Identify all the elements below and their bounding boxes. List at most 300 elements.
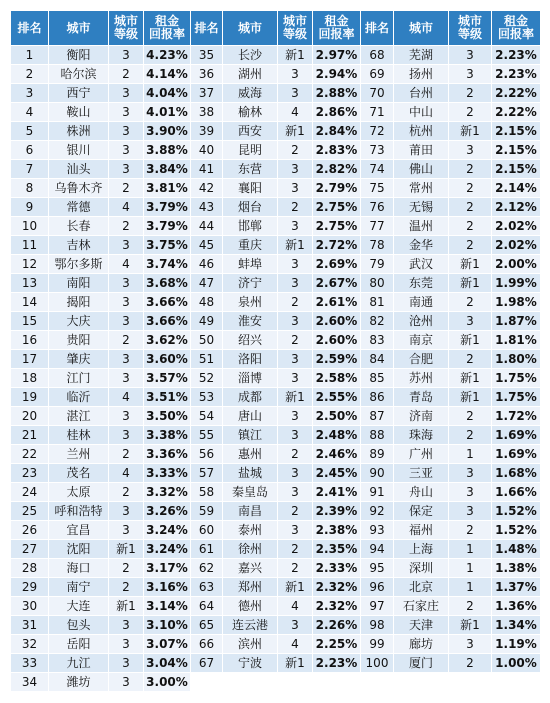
rank-cell: 82 — [361, 312, 394, 331]
yield-cell: 3.51% — [144, 388, 191, 407]
rank-cell: 91 — [361, 483, 394, 502]
rank-cell: 86 — [361, 388, 394, 407]
tier-cell: 2 — [449, 350, 492, 369]
rank-cell: 7 — [11, 160, 49, 179]
city-cell: 中山 — [394, 103, 449, 122]
yield-cell: 2.22% — [492, 84, 541, 103]
rank-cell: 74 — [361, 160, 394, 179]
city-cell: 南京 — [394, 331, 449, 350]
yield-cell: 3.07% — [144, 635, 191, 654]
tier-cell: 3 — [278, 217, 313, 236]
city-cell: 秦皇岛 — [223, 483, 278, 502]
rank-cell: 21 — [11, 426, 49, 445]
yield-cell: 3.60% — [144, 350, 191, 369]
yield-cell: 1.66% — [492, 483, 541, 502]
rank-cell: 55 — [191, 426, 223, 445]
yield-cell: 3.57% — [144, 369, 191, 388]
table-row — [11, 293, 541, 312]
yield-cell: 2.23% — [313, 654, 361, 673]
city-cell: 无锡 — [394, 198, 449, 217]
yield-cell: 1.36% — [492, 597, 541, 616]
tier-cell: 新1 — [278, 388, 313, 407]
rank-cell: 1 — [11, 46, 49, 65]
city-cell: 南宁 — [49, 578, 109, 597]
yield-cell: 3.14% — [144, 597, 191, 616]
city-cell: 苏州 — [394, 369, 449, 388]
table-row — [11, 255, 541, 274]
table-row — [11, 616, 541, 635]
rank-cell: 60 — [191, 521, 223, 540]
table-row — [11, 103, 541, 122]
tier-cell: 3 — [278, 312, 313, 331]
tier-cell: 新1 — [449, 388, 492, 407]
city-cell: 厦门 — [394, 654, 449, 673]
rank-cell: 15 — [11, 312, 49, 331]
yield-cell: 2.35% — [313, 540, 361, 559]
table-row — [11, 559, 541, 578]
city-cell: 南阳 — [49, 274, 109, 293]
tier-cell: 2 — [278, 445, 313, 464]
tier-cell: 4 — [278, 103, 313, 122]
tier-cell: 2 — [109, 559, 144, 578]
city-cell: 芜湖 — [394, 46, 449, 65]
city-cell: 天津 — [394, 616, 449, 635]
yield-cell: 3.26% — [144, 502, 191, 521]
city-cell: 乌鲁木齐 — [49, 179, 109, 198]
city-cell: 临沂 — [49, 388, 109, 407]
rank-cell: 56 — [191, 445, 223, 464]
tier-cell: 3 — [109, 502, 144, 521]
rank-cell: 51 — [191, 350, 223, 369]
tier-cell: 2 — [449, 179, 492, 198]
table-row — [11, 426, 541, 445]
table-row — [11, 388, 541, 407]
city-cell: 桂林 — [49, 426, 109, 445]
table-row — [11, 217, 541, 236]
rank-cell: 2 — [11, 65, 49, 84]
city-cell: 深圳 — [394, 559, 449, 578]
table-row — [11, 521, 541, 540]
tier-cell: 3 — [278, 407, 313, 426]
yield-cell: 3.24% — [144, 540, 191, 559]
rank-cell: 49 — [191, 312, 223, 331]
tier-cell: 新1 — [109, 597, 144, 616]
city-cell: 济宁 — [223, 274, 278, 293]
city-cell: 上海 — [394, 540, 449, 559]
rank-cell: 24 — [11, 483, 49, 502]
tier-cell: 新1 — [449, 369, 492, 388]
city-cell: 温州 — [394, 217, 449, 236]
yield-cell: 1.72% — [492, 407, 541, 426]
tier-cell: 3 — [109, 521, 144, 540]
rank-cell: 80 — [361, 274, 394, 293]
city-cell: 鄂尔多斯 — [49, 255, 109, 274]
yield-cell: 1.68% — [492, 464, 541, 483]
rank-cell: 42 — [191, 179, 223, 198]
rank-cell: 27 — [11, 540, 49, 559]
city-cell: 岳阳 — [49, 635, 109, 654]
tier-cell: 2 — [109, 179, 144, 198]
city-cell: 惠州 — [223, 445, 278, 464]
city-cell: 金华 — [394, 236, 449, 255]
city-cell: 唐山 — [223, 407, 278, 426]
city-cell: 长沙 — [223, 46, 278, 65]
rank-cell: 45 — [191, 236, 223, 255]
rank-cell: 39 — [191, 122, 223, 141]
tier-cell: 2 — [278, 540, 313, 559]
yield-cell: 2.32% — [313, 597, 361, 616]
rental-yield-table — [10, 10, 541, 692]
yield-cell: 3.10% — [144, 616, 191, 635]
yield-cell: 1.75% — [492, 369, 541, 388]
yield-cell: 1.52% — [492, 502, 541, 521]
rank-cell: 9 — [11, 198, 49, 217]
city-cell: 湛江 — [49, 407, 109, 426]
tier-cell: 2 — [278, 141, 313, 160]
tier-cell: 1 — [449, 445, 492, 464]
city-cell: 常德 — [49, 198, 109, 217]
yield-cell: 1.52% — [492, 521, 541, 540]
city-cell: 泉州 — [223, 293, 278, 312]
city-cell: 滨州 — [223, 635, 278, 654]
yield-cell: 1.00% — [492, 654, 541, 673]
city-cell: 扬州 — [394, 65, 449, 84]
tier-cell: 2 — [449, 654, 492, 673]
rank-cell: 38 — [191, 103, 223, 122]
tier-cell: 3 — [449, 635, 492, 654]
city-cell: 九江 — [49, 654, 109, 673]
tier-cell: 2 — [449, 597, 492, 616]
table-row — [11, 122, 541, 141]
tier-cell: 4 — [109, 464, 144, 483]
rank-cell: 70 — [361, 84, 394, 103]
rank-cell: 73 — [361, 141, 394, 160]
yield-cell: 4.14% — [144, 65, 191, 84]
table-header — [11, 11, 541, 46]
yield-cell: 3.75% — [144, 236, 191, 255]
empty-cell — [449, 673, 492, 692]
city-cell: 舟山 — [394, 483, 449, 502]
city-cell: 太原 — [49, 483, 109, 502]
city-cell: 东营 — [223, 160, 278, 179]
rank-cell: 69 — [361, 65, 394, 84]
tier-cell: 3 — [109, 407, 144, 426]
table-row — [11, 65, 541, 84]
yield-cell: 2.50% — [313, 407, 361, 426]
tier-cell: 3 — [109, 84, 144, 103]
yield-cell: 2.15% — [492, 122, 541, 141]
yield-cell: 2.46% — [313, 445, 361, 464]
yield-cell: 2.60% — [313, 331, 361, 350]
rank-cell: 63 — [191, 578, 223, 597]
tier-cell: 3 — [278, 255, 313, 274]
table-row — [11, 160, 541, 179]
rank-cell: 31 — [11, 616, 49, 635]
table-row — [11, 198, 541, 217]
rank-cell: 92 — [361, 502, 394, 521]
tier-cell: 2 — [278, 293, 313, 312]
tier-cell: 3 — [278, 160, 313, 179]
tier-cell: 4 — [278, 635, 313, 654]
rank-cell: 48 — [191, 293, 223, 312]
rank-cell: 10 — [11, 217, 49, 236]
city-cell: 嘉兴 — [223, 559, 278, 578]
table-row — [11, 274, 541, 293]
table-row — [11, 673, 541, 692]
tier-cell: 2 — [109, 578, 144, 597]
yield-cell: 2.75% — [313, 217, 361, 236]
city-cell: 肇庆 — [49, 350, 109, 369]
rank-cell: 71 — [361, 103, 394, 122]
rank-cell: 32 — [11, 635, 49, 654]
tier-cell: 1 — [449, 540, 492, 559]
city-cell: 西安 — [223, 122, 278, 141]
tier-cell: 3 — [109, 635, 144, 654]
rank-cell: 83 — [361, 331, 394, 350]
yield-cell: 2.75% — [313, 198, 361, 217]
yield-cell: 2.32% — [313, 578, 361, 597]
table-row — [11, 179, 541, 198]
city-cell: 台州 — [394, 84, 449, 103]
rank-cell: 13 — [11, 274, 49, 293]
city-cell: 杭州 — [394, 122, 449, 141]
yield-cell: 2.82% — [313, 160, 361, 179]
tier-cell: 3 — [278, 65, 313, 84]
yield-cell: 3.68% — [144, 274, 191, 293]
city-cell: 昆明 — [223, 141, 278, 160]
rank-cell: 62 — [191, 559, 223, 578]
yield-cell: 2.15% — [492, 141, 541, 160]
tier-cell: 2 — [109, 217, 144, 236]
rank-cell: 94 — [361, 540, 394, 559]
city-cell: 兰州 — [49, 445, 109, 464]
yield-cell: 1.87% — [492, 312, 541, 331]
rank-cell: 95 — [361, 559, 394, 578]
yield-cell: 1.75% — [492, 388, 541, 407]
city-cell: 重庆 — [223, 236, 278, 255]
table-row — [11, 331, 541, 350]
table-row — [11, 369, 541, 388]
yield-cell: 1.99% — [492, 274, 541, 293]
city-cell: 衡阳 — [49, 46, 109, 65]
rank-cell: 50 — [191, 331, 223, 350]
yield-cell: 2.69% — [313, 255, 361, 274]
yield-cell: 2.02% — [492, 217, 541, 236]
rank-header: 排名 — [11, 11, 49, 46]
rank-cell: 57 — [191, 464, 223, 483]
tier-cell: 新1 — [278, 236, 313, 255]
city-cell: 宜昌 — [49, 521, 109, 540]
rank-cell: 97 — [361, 597, 394, 616]
yield-cell: 2.83% — [313, 141, 361, 160]
rank-cell: 67 — [191, 654, 223, 673]
rank-cell: 28 — [11, 559, 49, 578]
yield-cell: 2.12% — [492, 198, 541, 217]
city-cell: 襄阳 — [223, 179, 278, 198]
tier-cell: 2 — [278, 331, 313, 350]
yield-cell: 3.79% — [144, 198, 191, 217]
tier-cell: 3 — [278, 426, 313, 445]
city-cell: 江门 — [49, 369, 109, 388]
tier-cell: 3 — [449, 46, 492, 65]
city-cell: 潍坊 — [49, 673, 109, 692]
yield-cell: 2.23% — [492, 65, 541, 84]
city-cell: 宁波 — [223, 654, 278, 673]
table-row — [11, 635, 541, 654]
rank-cell: 84 — [361, 350, 394, 369]
yield-cell: 2.02% — [492, 236, 541, 255]
yield-cell: 4.04% — [144, 84, 191, 103]
tier-cell: 3 — [278, 179, 313, 198]
city-cell: 珠海 — [394, 426, 449, 445]
tier-cell: 2 — [449, 236, 492, 255]
city-cell: 青岛 — [394, 388, 449, 407]
rank-cell: 96 — [361, 578, 394, 597]
rank-header: 排名 — [361, 11, 394, 46]
city-cell: 哈尔滨 — [49, 65, 109, 84]
tier-cell: 3 — [278, 350, 313, 369]
yield-cell: 3.62% — [144, 331, 191, 350]
yield-cell: 2.94% — [313, 65, 361, 84]
city-header: 城市 — [49, 11, 109, 46]
rank-cell: 88 — [361, 426, 394, 445]
tier-cell: 3 — [449, 312, 492, 331]
table-row — [11, 312, 541, 331]
tier-cell: 3 — [109, 141, 144, 160]
tier-cell: 3 — [449, 65, 492, 84]
rank-cell: 16 — [11, 331, 49, 350]
tier-cell: 2 — [278, 502, 313, 521]
tier-cell: 3 — [449, 141, 492, 160]
tier-cell: 3 — [109, 654, 144, 673]
yield-header: 租金 回报率 — [313, 11, 361, 46]
rank-cell: 35 — [191, 46, 223, 65]
yield-cell: 2.23% — [492, 46, 541, 65]
rank-cell: 3 — [11, 84, 49, 103]
city-cell: 沈阳 — [49, 540, 109, 559]
rank-header: 排名 — [191, 11, 223, 46]
yield-cell: 2.88% — [313, 84, 361, 103]
rank-cell: 41 — [191, 160, 223, 179]
city-cell: 茂名 — [49, 464, 109, 483]
yield-cell: 2.67% — [313, 274, 361, 293]
yield-cell: 3.90% — [144, 122, 191, 141]
yield-cell: 2.79% — [313, 179, 361, 198]
city-cell: 泰州 — [223, 521, 278, 540]
city-cell: 银川 — [49, 141, 109, 160]
empty-cell — [394, 673, 449, 692]
rank-cell: 99 — [361, 635, 394, 654]
yield-cell: 2.14% — [492, 179, 541, 198]
city-cell: 洛阳 — [223, 350, 278, 369]
yield-cell: 2.97% — [313, 46, 361, 65]
tier-cell: 2 — [109, 483, 144, 502]
table-row — [11, 464, 541, 483]
rank-cell: 20 — [11, 407, 49, 426]
tier-cell: 2 — [449, 407, 492, 426]
yield-cell: 2.84% — [313, 122, 361, 141]
yield-cell: 3.38% — [144, 426, 191, 445]
rank-cell: 59 — [191, 502, 223, 521]
yield-cell: 3.88% — [144, 141, 191, 160]
rank-cell: 43 — [191, 198, 223, 217]
city-cell: 吉林 — [49, 236, 109, 255]
rank-cell: 30 — [11, 597, 49, 616]
tier-cell: 1 — [449, 559, 492, 578]
city-cell: 呼和浩特 — [49, 502, 109, 521]
rank-cell: 54 — [191, 407, 223, 426]
table-row — [11, 654, 541, 673]
tier-cell: 新1 — [449, 255, 492, 274]
tier-cell: 新1 — [449, 274, 492, 293]
city-cell: 海口 — [49, 559, 109, 578]
yield-cell: 2.15% — [492, 160, 541, 179]
tier-cell: 4 — [109, 255, 144, 274]
city-cell: 福州 — [394, 521, 449, 540]
rank-cell: 44 — [191, 217, 223, 236]
yield-cell: 3.36% — [144, 445, 191, 464]
city-cell: 莆田 — [394, 141, 449, 160]
yield-cell: 2.00% — [492, 255, 541, 274]
yield-cell: 3.50% — [144, 407, 191, 426]
rank-cell: 29 — [11, 578, 49, 597]
tier-cell: 新1 — [278, 46, 313, 65]
rank-cell: 58 — [191, 483, 223, 502]
tier-cell: 3 — [449, 464, 492, 483]
rank-cell: 85 — [361, 369, 394, 388]
city-cell: 盐城 — [223, 464, 278, 483]
yield-cell: 1.19% — [492, 635, 541, 654]
rank-cell: 72 — [361, 122, 394, 141]
rank-cell: 37 — [191, 84, 223, 103]
table-row — [11, 445, 541, 464]
yield-cell: 2.25% — [313, 635, 361, 654]
tier-cell: 2 — [109, 445, 144, 464]
tier-cell: 2 — [449, 426, 492, 445]
rank-cell: 36 — [191, 65, 223, 84]
tier-cell: 1 — [449, 578, 492, 597]
yield-cell: 2.48% — [313, 426, 361, 445]
tier-cell: 3 — [278, 616, 313, 635]
yield-cell: 3.24% — [144, 521, 191, 540]
rank-cell: 5 — [11, 122, 49, 141]
city-cell: 长春 — [49, 217, 109, 236]
rank-cell: 40 — [191, 141, 223, 160]
city-header: 城市 — [394, 11, 449, 46]
tier-cell: 3 — [109, 274, 144, 293]
tier-cell: 3 — [278, 369, 313, 388]
table-body — [11, 46, 541, 692]
city-cell: 石家庄 — [394, 597, 449, 616]
tier-cell: 3 — [109, 103, 144, 122]
tier-cell: 4 — [109, 198, 144, 217]
table-row — [11, 350, 541, 369]
tier-cell: 3 — [278, 84, 313, 103]
city-cell: 常州 — [394, 179, 449, 198]
yield-cell: 3.84% — [144, 160, 191, 179]
city-cell: 东莞 — [394, 274, 449, 293]
tier-cell: 2 — [449, 217, 492, 236]
city-cell: 淮安 — [223, 312, 278, 331]
tier-cell: 2 — [109, 65, 144, 84]
tier-cell: 2 — [449, 84, 492, 103]
yield-cell: 2.58% — [313, 369, 361, 388]
city-cell: 揭阳 — [49, 293, 109, 312]
yield-cell: 1.80% — [492, 350, 541, 369]
rank-cell: 76 — [361, 198, 394, 217]
yield-cell: 1.38% — [492, 559, 541, 578]
tier-cell: 新1 — [278, 578, 313, 597]
